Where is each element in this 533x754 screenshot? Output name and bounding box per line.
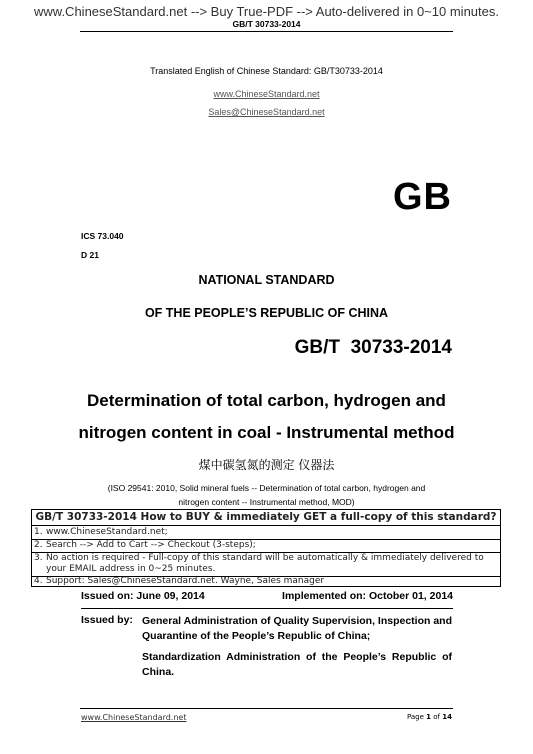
dates-divider	[81, 608, 453, 609]
standard-number: GB/T 30733-2014	[294, 337, 452, 358]
step-number: 1.	[34, 527, 43, 537]
national-standard-heading: NATIONAL STANDARD	[198, 273, 335, 287]
header-standard-code: GB/T 30733-2014	[232, 19, 301, 29]
issued-date: Issued on: June 09, 2014	[81, 590, 205, 602]
email-link[interactable]: Sales@ChineseStandard.net	[208, 107, 325, 117]
top-banner: www.ChineseStandard.net --> Buy True-PDF --> Auto-delivered in 0~10 minutes.	[34, 4, 499, 19]
buy-step-3-continued: your EMAIL address in 0~25 minutes.	[46, 564, 216, 574]
translation-note: Translated English of Chinese Standard: GB/T30733-2014	[150, 66, 383, 76]
footer-website-link[interactable]: www.ChineseStandard.net	[81, 713, 187, 722]
step-text: www.ChineseStandard.net;	[46, 527, 168, 537]
footer-divider	[80, 708, 453, 709]
iso-reference-line-2: nitrogen content -- Instrumental method, MOD)	[178, 497, 355, 507]
header-divider	[80, 31, 453, 32]
step-number: 2.	[34, 540, 43, 550]
page-number: Page 1 of 14	[406, 713, 452, 721]
step-text: No action is required - Full-copy of this standard will be automatically & immediately delivered to	[46, 553, 484, 563]
ics-code: ICS 73.040	[81, 231, 124, 241]
step-text: Search --> Add to Cart --> Checkout (3-steps);	[46, 540, 256, 550]
dates-row	[81, 590, 453, 602]
issuer-sac: Standardization Administration of the People’s Republic of China.	[142, 651, 452, 678]
website-link[interactable]: www.ChineseStandard.net	[213, 89, 320, 99]
buy-box-heading: GB/T 30733-2014 How to BUY & immediately GET a full-copy of this standard?	[35, 511, 497, 523]
prc-heading: OF THE PEOPLE’S REPUBLIC OF CHINA	[144, 306, 389, 320]
implemented-date: Implemented on: October 01, 2014	[282, 590, 453, 602]
buy-step-2	[34, 540, 256, 550]
document-title-line-2: nitrogen content in coal - Instrumental method	[78, 423, 455, 442]
chinese-title: 煤中碳氢氮的测定 仪器法	[198, 458, 335, 472]
iso-reference-line-1: (ISO 29541: 2010, Solid mineral fuels -- Determination of total carbon, hydrogen and	[107, 483, 426, 493]
buy-info-box	[31, 509, 501, 587]
step-text: Support: Sales@ChineseStandard.net. Wayne, Sales manager	[46, 576, 325, 586]
ccs-code: D 21	[81, 250, 99, 260]
gb-logo: GB	[393, 176, 452, 218]
document-title-line-1: Determination of total carbon, hydrogen and	[87, 391, 446, 410]
buy-step-4[interactable]	[34, 576, 324, 586]
step-number: 4.	[34, 576, 43, 586]
buy-step-3	[34, 553, 484, 563]
issuer-aqsiq: General Administration of Quality Supervision, Inspection and Quarantine of the People’s Republic of China;	[142, 615, 452, 642]
issued-by-label: Issued by:	[81, 614, 133, 626]
step-number: 3.	[34, 553, 43, 563]
buy-box-divider	[32, 525, 500, 526]
buy-step-1[interactable]	[34, 527, 168, 537]
